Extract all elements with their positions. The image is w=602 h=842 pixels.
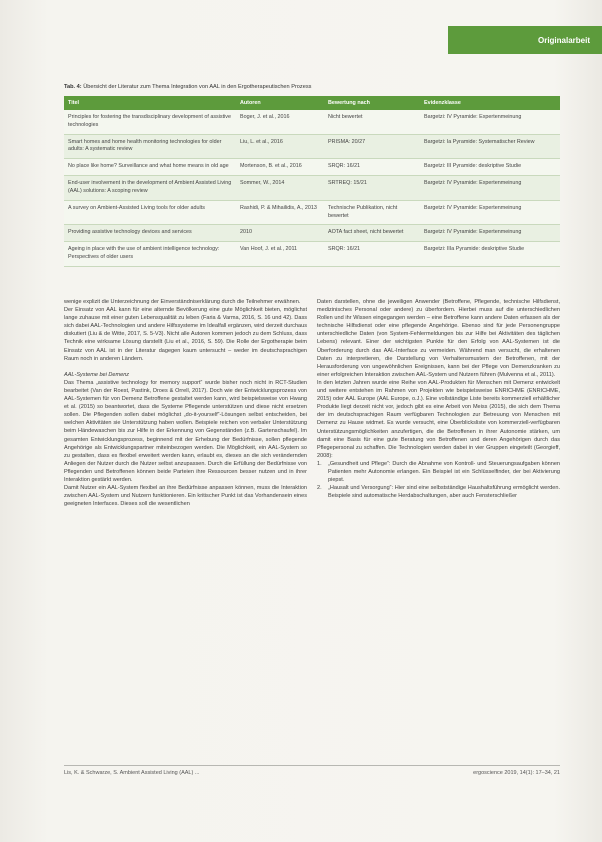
literature-table (64, 96, 560, 267)
table-cell: AOTA fact sheet, nicht bewertet (324, 225, 420, 242)
column-header-title: Titel (64, 96, 236, 110)
body-column-left (64, 298, 307, 508)
table-cell: SRTREQ: 15/21 (324, 176, 420, 201)
table-cell: Sommer, W., 2014 (236, 176, 324, 201)
list-item (317, 484, 560, 500)
table-row (64, 176, 560, 201)
paragraph: In den letzten Jahren wurde eine Reihe von AAL-Produkten für Menschen mit Demenz entwickelt und weitere entstehen im Rahmen von Projekten wie beispielsweise ENRICHME (ENRICHME, 2015) oder AAL Europe (AAL Europe, o.J.). Eine vollständige Liste bereits kommerziell erhältlicher Produkte liegt derzeit nicht vor, jedoch gibt es eine Arbeit von Meiss (2015), die sich dem Thema der im deutschsprachigen Raum verfügbaren Technologien zur Betreuung von Menschen mit Demenz zu Hause widmet. Es wurde versucht, eine Überblicksliste von kommerziell-verfügbaren Unterstützungsmöglichkeiten anzufertigen, die die Betroffenen in ihrer Autonomie stärken, um damit eine Basis für eine gute Beratung von Betroffenen und deren Angehörigen durch das Pflegepersonal zu schaffen. Die Technologien werden dabei in vier Gruppen eingeteilt (Georgieff, 2008): (317, 379, 560, 459)
table-cell: Bargetzi: IIIa Pyramide: deskriptive Studie (420, 242, 560, 267)
table-caption (64, 84, 564, 90)
body-column-right (317, 298, 560, 500)
table-cell: PRISMA: 20/27 (324, 134, 420, 159)
footer-divider (64, 765, 560, 766)
table-cell: Bargetzi: IV Pyramide: Expertenmeinung (420, 225, 560, 242)
table-cell: No place like home? Surveillance and what home means in old age (64, 159, 236, 176)
list-text: „Hausalt und Versorgung“: Hier sind eine selbstständige Haushaltsführung ermöglicht werden. Beispiele sind automatische Herdabschaltungen, aber auch Fensterschließer (328, 485, 560, 500)
subheading: AAL-Systeme bei Demenz (64, 371, 130, 378)
table-cell: Boger, J. et al., 2016 (236, 110, 324, 134)
table-caption-label: Tab. 4: (64, 84, 82, 90)
paragraph: Damit Nutzer ein AAL-System flexibel an ihre Bedürfnisse anpassen können, muss die Interaktion zwischen AAL-System und Nutzern funktionieren. Ein kritischer Punkt ist das Vorhandensein eines geeigneten Interfaces. Dieses soll die wesentlichen (64, 485, 307, 508)
table-cell: Rashidi, P. & Mihailidis, A., 2013 (236, 200, 324, 225)
table-cell: Van Hoof, J. et al., 2011 (236, 242, 324, 267)
table-cell: Providing assistive technology devices and services (64, 225, 236, 242)
table-cell: SRQR: 16/21 (324, 242, 420, 267)
table-row (64, 110, 560, 134)
table-cell: Bargetzi: IV Pyramide: Expertenmeinung (420, 200, 560, 225)
table-header-row (64, 96, 560, 110)
list-item (317, 460, 560, 484)
table-cell: Nicht bewertet (324, 110, 420, 134)
table-row (64, 200, 560, 225)
column-header-rating: Bewertung nach (324, 96, 420, 110)
table-cell: Bargetzi: Ia Pyramide: Systematischer Review (420, 134, 560, 159)
list-number: 1. (317, 460, 322, 467)
paragraph: Der Einsatz von AAL kann für eine alternde Bevölkerung eine gute Möglichkeit bieten, möglichst lange zuhause mit einer guten Lebensqualität zu leben (Faria & Varma, 2016, S. 16 und 42). Dass sich dabei AAL-Technologien und andere Hilfssysteme im Idealfall ergänzen, wird derzeit durchaus diskutiert (Liu & de Witte, 2017, S. 5-V3). Nicht alle Autoren kommen jedoch zu dem Schluss, dass Technik eine wirksame Lösung darstellt (Liu et al., 2016, S. 59). Die Rolle der Ergotherapie beim Einsatz von AAL ist in der Literatur dagegen kaum untersucht – weder im deutschsprachigen Raum noch in anderen Ländern. (64, 307, 307, 362)
table-cell: Smart homes and home health monitoring technologies for older adults: A systematic review (64, 134, 236, 159)
paragraph: wenige explizit die Unterzeichnung der Einverständniserklärung durch die Teilnehmer erwähnen. (64, 299, 301, 305)
paragraph: Daten darstellen, ohne die jeweiligen Anwender (Betroffene, Pflegende, technische Hilfsdienst, medizinisches Personal oder andere) zu überfordern. Hierbei muss auf die unterschiedlichen Rollen und ihr Wissen eingegangen werden – eine Betroffene kann andere Daten erfassen als der technische Hilfsdienst oder eine pflegende Angehörige. Ebenso sind für jede Personengruppe unterschiedliche Daten (von System-Fehlermeldungen bis zur Hilfe bei Aktivitäten des täglichen Lebens) relevant. Einer der wichtigsten Punkte für den Erfolg von AAL-Systemen ist die Überforderung durch das AAL-Interface zu vermeiden. Während man versucht, die erhaltenen Daten zu interpretieren, die Darstellung von Verhaltensmustern der Betroffenen, mit der Herausforderung von ungewöhnlichen Ereignissen, kann bei der Pflege von Demenzkranken zu einer erfolgreichen Interaktion zwischen AAL-System und Nutzern führen (Mulvenna et al., 2011). (317, 299, 560, 378)
table-row (64, 159, 560, 176)
table-row (64, 225, 560, 242)
footer-page-info: ergoscience 2019, 14(1): 17–34, 21 (473, 770, 560, 776)
column-header-authors: Autoren (236, 96, 324, 110)
table-cell: Technische Publikation, nicht bewertet (324, 200, 420, 225)
table-row (64, 134, 560, 159)
table-cell: End-user involvement in the development of Ambient Assisted Living (AAL) solutions: A scoping review (64, 176, 236, 201)
table-cell: Mortenson, B. et al., 2016 (236, 159, 324, 176)
footer-citation: Lis, K. & Schwarze, S. Ambient Assisted Living (AAL) ... (64, 770, 200, 776)
table-row (64, 242, 560, 267)
table-cell: Bargetzi: IV Pyramide: Expertenmeinung (420, 176, 560, 201)
table-cell: Bargetzi: IV Pyramide: Expertenmeinung (420, 110, 560, 134)
column-header-evidence: Evidenzklasse (420, 96, 560, 110)
table-cell: Bargetzi: III Pyramide: deskriptive Studie (420, 159, 560, 176)
table-cell: Ageing in place with the use of ambient intelligence technology: Perspectives of older users (64, 242, 236, 267)
list-text: „Gesundheit und Pflege“: Durch die Abnahme von Kontroll- und Steuerungsaufgaben können Patienten mehr Autonomie erlangen. Ein Beispiel ist ein Schlüsselfinder, der bei Aktivierung piepst. (328, 460, 560, 484)
table-cell: SRQR: 16/21 (324, 159, 420, 176)
table-cell: 2010 (236, 225, 324, 242)
table-cell: Liu, L. et al., 2016 (236, 134, 324, 159)
table-caption-text: Übersicht der Literatur zum Thema Integration von AAL in den Ergotherapeutischen Prozess (83, 84, 312, 90)
paragraph: Das Thema „assistive technology for memory support“ wurde bisher noch nicht in RCT-Studien bearbeitet (Van der Roest, Pastink, Droes & Orrell, 2017). Doch wie der Entwicklungsprozess von AAL-Systemen für von Demenz Betroffene gestaltet werden kann, wird beispielsweise von Hwang et al. (2015) so beantwortet, dass die Systeme Pflegende unterstützen und diese nicht ersetzen sollen. Die Pflegenden sollen dabei möglichst „do-it-yourself“-Lösungen selbst entscheiden, bei welchen Aktivitäten sie Unterstützung haben wollen. Beispiele reichen von verbaler Unterstützung beim Händewaschen bis zur Hilfe in der Erkennung von Gegenständen (z.B. Gartenschaufel). Im gesamten Entwicklungsprozess, beginnend mit der Erhebung der Bedürfnisse, sollen pflegende Angehörige als Entwicklungspartner miteinbezogen werden. Die Möglichkeit, ein AAL-System so zu gestalten, dass es flexibel erweitert werden kann, erlaubt es, dieses an die sich verändernden Anliegen der Nutzer durch die Nutzer selbst anzupassen. Durch die Erfüllung der Bedürfnisse von Pflegenden und Betroffenen können beide Parteien ihre Ressourcen besser nutzen und in ihrer Interaktion gestärkt werden. (64, 379, 307, 483)
list-number: 2. (317, 485, 322, 492)
table-cell: Principles for fostering the transdisciplinary development of assistive technologies (64, 110, 236, 134)
table-cell: A survey on Ambient-Assisted Living tools for older adults (64, 200, 236, 225)
section-label: Originalarbeit (448, 26, 602, 54)
